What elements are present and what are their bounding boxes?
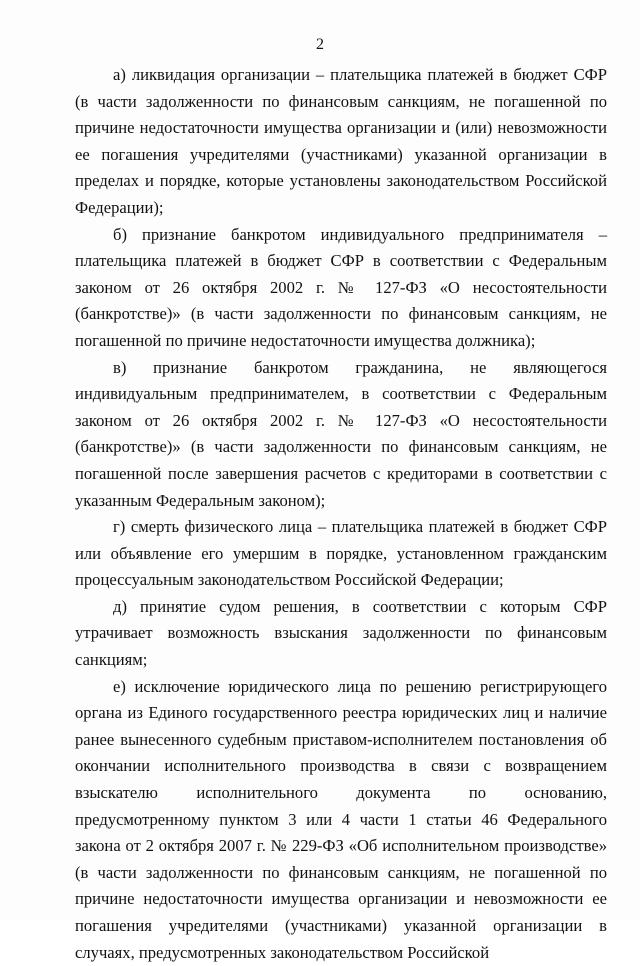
document-body xyxy=(75,62,607,966)
paragraph-a: а) ликвидация организации – плательщика платежей в бюджет СФР (в части задолженности по финансовым санкциям, не погашенной по причине недостаточности имущества организации и (или) невозможности ее погашения учредителями (участниками) указанной организации в пределах и порядке, которые установлены законодательством Российской Федерации); xyxy=(75,65,607,217)
paragraph-b: б) признание банкротом индивидуального предпринимателя – плательщика платежей в бюджет СФР в соответствии с Федеральным законом от 26 октября 2002 г. № 127-ФЗ «О несостоятельности (банкротстве)» (в части задолженности по финансовым санкциям, не погашенной по причине недостаточности имущества должника); xyxy=(75,224,607,350)
paragraph-v: в) признание банкротом гражданина, не являющегося индивидуальным предпринимателем, в соответствии с Федеральным законом от 26 октября 2002 г. № 127-ФЗ «О несостоятельности (банкротстве)» (в части задолженности по финансовым санкциям, не погашенной после завершения расчетов с кредиторами в соответствии с указанным Федеральным законом); xyxy=(75,357,607,510)
page-number: 2 xyxy=(316,36,324,53)
paragraph-d: д) принятие судом решения, в соответствии с которым СФР утрачивает возможность взыскания задолженности по финансовым санкциям; xyxy=(75,596,607,670)
paragraph-g: г) смерть физического лица – плательщика платежей в бюджет СФР или объявление его умершим в порядке, установленном гражданским процессуальным законодательством Российской Федерации; xyxy=(75,517,607,590)
paragraph-e: е) исключение юридического лица по решению регистрирующего органа из Единого государственного реестра юридических лиц и наличие ранее вынесенного судебным приставом-исполнителем постановления об окончании исполнительного производства в связи с возвращением взыскателю исполнительного документа по основанию, предусмотренному пунктом 3 или 4 части 1 статьи 46 Федерального закона от 2 октября 2007 г. № 229-ФЗ «Об исполнительном производстве» (в части задолженности по финансовым санкциям, не погашенной по причине недостаточности имущества организации и невозможности ее погашения учредителями (участниками) указанной организации в случаях, предусмотренных законодательством Российской xyxy=(75,676,607,962)
